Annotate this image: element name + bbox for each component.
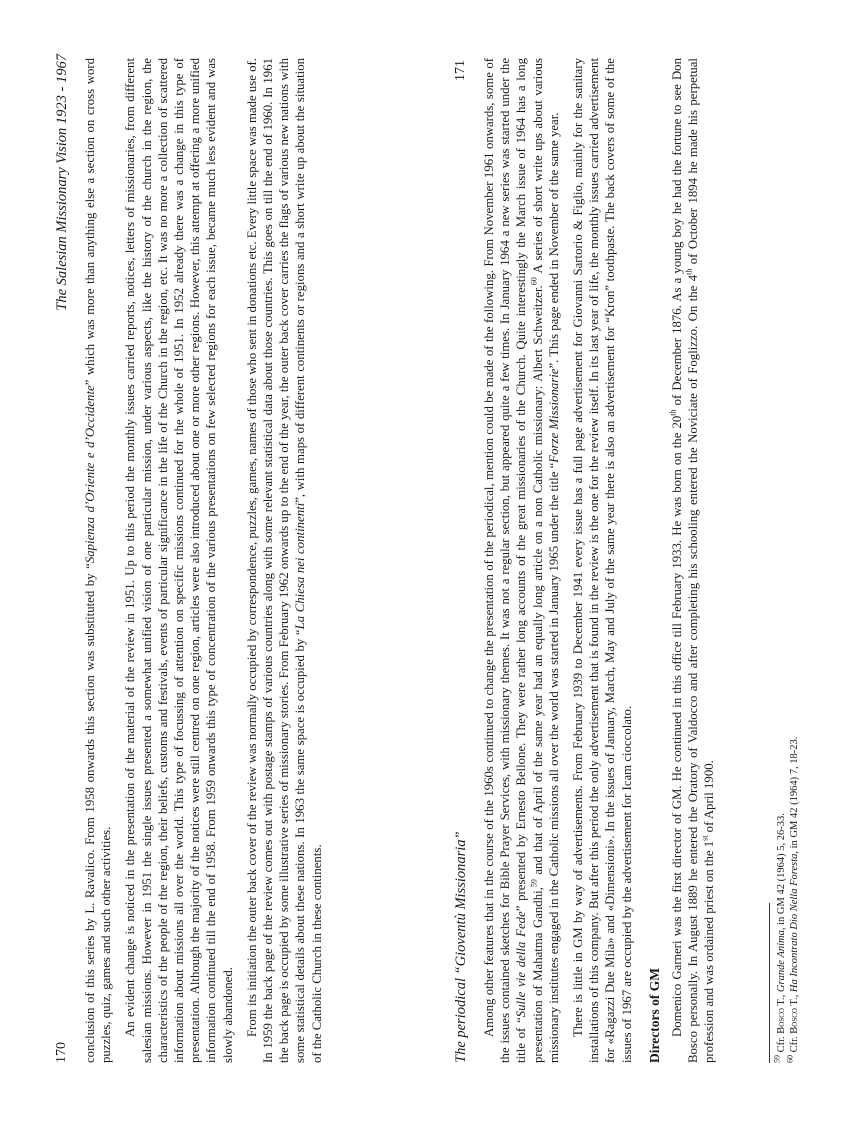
text-run: and that of April of the same year had an equally long article on a non Catholic missionary: Albert Schweitzer. xyxy=(530,285,545,880)
text-run: An evident change is noticed in the presentation of the material of the review in 1951. Up to this period the monthly issues carried reports, notices, letters of missionaries, from different salesian missions. However in 1951 the single issues presented a somewhat unified vision of one particular mission, under various aspects, like the history of the church in the region, the characteristics of the people of the region, their beliefs, customs and festivals, events of particular significance in the life of the Church in the region, etc. It was no more a collection of scattered information about missions all over the world. This type of focussing of attention on specific missions continued for the whole of 1951. In 1952 already there was a change in this type of presentation. Although the majority of the notices were still centred on one region, articles were also introduced about one or more other regions. However, this attempt at offering a more unified information continued till the end of 1958. From 1959 onwards this type of concentration of the various presentations on few selected regions for each issue, became much less evident and was slowly abandoned. xyxy=(123,58,235,1063)
body-text-right xyxy=(481,58,718,1063)
italic-text: La Chiesa nei continenti xyxy=(293,502,308,630)
text-run: of April 1900. xyxy=(702,760,717,836)
text-run: T., xyxy=(789,992,800,1009)
superscript: th xyxy=(668,409,678,416)
text-run: , in GM 42 (1964) 7, 18-23. xyxy=(789,736,800,854)
text-run: ”, with maps of different continents or regions and a short write up about the situation of the Catholic Church in these continents. xyxy=(293,58,324,1063)
paragraph xyxy=(669,58,718,1063)
left-page xyxy=(52,0,448,1123)
footnote-rule xyxy=(769,903,770,1063)
text-run: ” which was more than anything else a section on cross word puzzles, quiz, games and such other activities. xyxy=(83,57,114,1063)
section-heading: Directors of GM xyxy=(646,968,662,1063)
right-page xyxy=(451,0,847,1123)
running-title-left: The Salesian Missionary Vision 1923 - 1967 xyxy=(54,54,70,311)
text-run: Among other features that in the course of the 1960s continued to change the presentation of the periodical, mention could be made of the following. From November 1961 onwards, some of the issues contained sketches for Bible Prayer Services, with missionary themes. It was not a regular section, but appeared quite a few times. In January 1964 a new series was started under the title of “ xyxy=(482,58,529,1063)
small-caps-text: Bosco xyxy=(789,1008,800,1034)
text-run: Cfr. xyxy=(776,1033,787,1055)
text-run: conclusion of this series by L. Ravalico. From 1958 onwards this section was substituted by “ xyxy=(83,563,97,1063)
footnote xyxy=(785,58,801,1063)
page-number-right: 171 xyxy=(453,60,468,81)
italic-text: Sapienza d’Oriente e d’Occidente xyxy=(83,385,97,564)
text-run: Cfr. xyxy=(789,1033,800,1055)
footnotes xyxy=(769,58,801,1063)
body-text-left xyxy=(82,58,325,1063)
running-title-right: The periodical “Gioventù Missionaria” xyxy=(453,831,469,1063)
running-head-right xyxy=(451,0,473,1123)
italic-text: Ha Incontrato Dio Nella Foresta xyxy=(789,853,800,993)
superscript: st xyxy=(701,835,711,841)
superscript: th xyxy=(684,268,694,275)
paragraph xyxy=(82,58,114,1063)
page-number-left: 170 xyxy=(54,1042,69,1063)
superscript: 60 xyxy=(529,277,539,286)
small-caps-text: Bosco xyxy=(776,1008,787,1034)
paragraph xyxy=(570,58,635,1063)
superscript: 60 xyxy=(785,1055,795,1063)
text-run: ”. This page ended in November of the same year. xyxy=(546,112,561,369)
text-run: Domenico Garneri was the first director of GM. He continued in this office till February 1933. He was born on the 20 xyxy=(670,415,685,1037)
text-run: A series of short write ups about various missionary institutes engaged in the Catholic missions all over the world was started in January 1965 under the title “ xyxy=(530,58,561,1063)
text-run: ” presented by Ernesto Bellone. They were rather long accounts of the great missionaries of the Church. Quite interestingly the March issue of 1964 has a long presentation of Mahatma Gandhi, xyxy=(514,57,545,1063)
paragraph xyxy=(244,58,325,1063)
paragraph xyxy=(122,58,235,1063)
italic-text: Forze Missionarie xyxy=(546,368,561,463)
text-run: , in GM 42 (1964) 5, 26-33. xyxy=(776,813,787,931)
text-run: T., xyxy=(776,992,787,1009)
superscript: 59 xyxy=(772,1055,782,1063)
text-run: From its initiation the outer back cover of the review was normally occupied by correspondence, puzzles, games, names of those who sent in donations etc. Every little space was made use of. In 1959 the back page of the review comes out with postage stamps of various countries along with some relevant statistical data about those countries. This goes on till the end of 1960. In 1961 the back page is occupied by some illustrative series of missionary stories. From February 1962 onwards up to the end of the year, the outer back cover carries the flags of various new nations with some statistical details about these nations. In 1963 the same space is occupied by “ xyxy=(244,58,308,1063)
text-run: of October 1894 he made his perpetual profession and was ordained priest on the 1 xyxy=(686,58,717,1063)
text-run: of December 1876. As a young boy he had the fortune to see Don Bosco personally. In August 1889 he entered the Oratory of Valdocco and after completing his schooling entered the Noviciate of Foglizzo. On the 4 xyxy=(670,58,701,1063)
superscript: 59 xyxy=(529,879,539,888)
text-run: There is little in GM by way of advertisements. From February 1939 to December 1941 every issue has a full page advertisement for Giovanni Sartorio & Figlio, mainly for the sanitary installations of this company. But after this period the only advertisement that is found in the review is the one for the review itself. In its last year of life, the monthly issues carried advertisement for «Ragazzi Due Mila» and «Dimensioni». In the issues of January, March, May and July of the same year there is also an advertisement for “Kron” toothpaste. The back covers of some of the issues of 1967 are occupied by the advertisement for Icam cioccolato. xyxy=(571,58,634,1063)
footnote xyxy=(772,58,788,1063)
running-head-left xyxy=(52,0,74,1123)
italic-text: Sulle vie della Fede xyxy=(514,911,529,1018)
paragraph xyxy=(481,58,562,1063)
italic-text: Grande Anima xyxy=(776,930,787,993)
